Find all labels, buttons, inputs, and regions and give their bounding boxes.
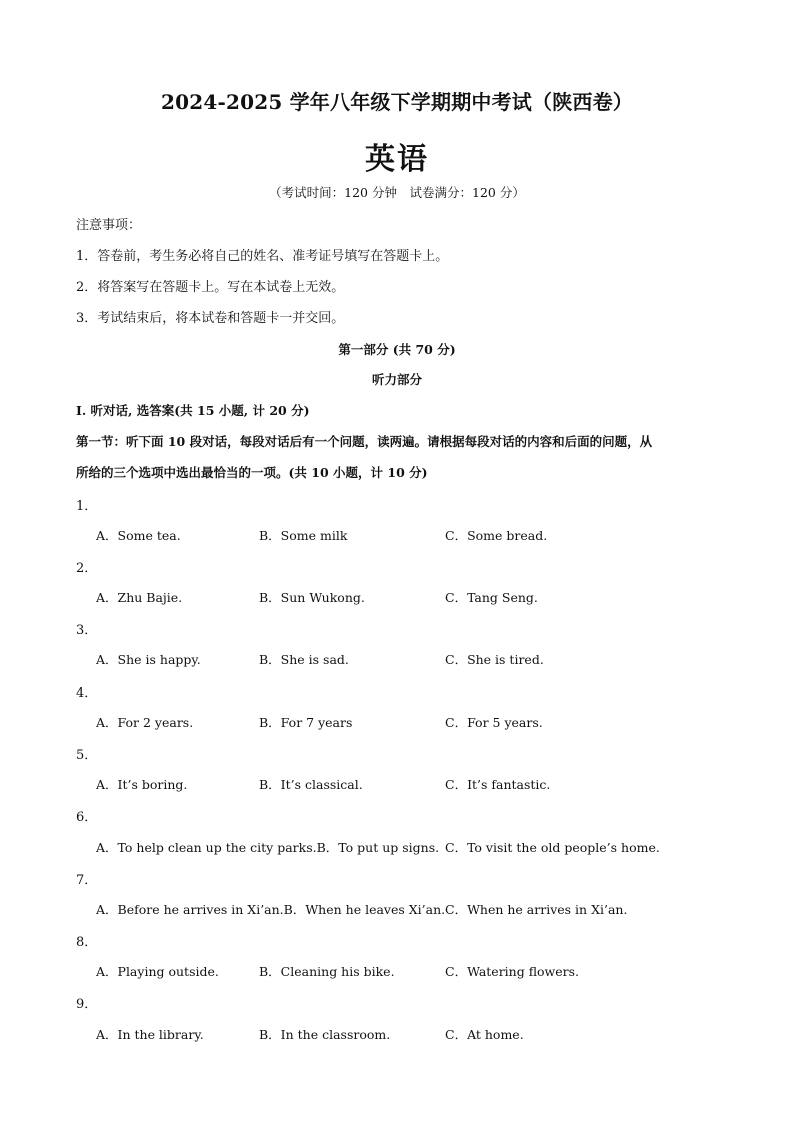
option-a: A．It’s boring. [96,777,188,792]
question-number: 3． [76,623,98,638]
question-number: 4． [76,686,98,701]
option-c: C．At home. [445,1027,524,1042]
option-c: C．When he arrives in Xi’an. [445,902,628,917]
question-number: 5． [76,748,98,763]
option-b: B．She is sad. [259,652,349,667]
section-instruction: 第一节：听下面 10 段对话，每段对话后有一个问题，读两遍。请根据每段对话的内容和后面的问题，从 [76,434,653,449]
part-title: 第一部分 (共 70 分) [338,342,456,357]
option-b: B．It’s classical. [259,777,363,792]
option-b: B．Some milk [259,528,348,543]
option-b: B．In the classroom. [259,1027,391,1042]
question-number: 9． [76,997,98,1012]
option-a: A．In the library. [96,1027,204,1042]
option-c: C．She is tired. [445,652,544,667]
option-c: C．Some bread. [445,528,548,543]
option-b: B．Cleaning his bike. [259,964,395,979]
option-a: A．Playing outside. [96,964,219,979]
note-item: 2．将答案写在答题卡上。写在本试卷上无效。 [76,280,345,295]
question-number: 2． [76,561,98,576]
notes-heading: 注意事项： [76,218,142,233]
option-a: A．For 2 years. [96,715,194,730]
option-a: A．She is happy. [96,652,201,667]
option-a: A．Some tea. [96,528,181,543]
option-b: B．Sun Wukong. [259,590,365,605]
subject-heading: 英语 [365,142,429,177]
exam-title: 2024-2025 学年八年级下学期期中考试（陕西卷） [161,90,633,114]
question-number: 8． [76,935,98,950]
option-c: C．Tang Seng. [445,590,538,605]
option-a: A．To help clean up the city parks.B．To put up signs. [96,840,440,855]
option-b: B．For 7 years [259,715,353,730]
option-c: C．For 5 years. [445,715,543,730]
option-a: A．Before he arrives in Xi’an.B．When he leaves Xi’an. [96,902,446,917]
part-subtitle: 听力部分 [371,372,422,387]
question-number: 7． [76,873,98,888]
section-instruction: 所给的三个选项中选出最恰当的一项。(共 10 小题，计 10 分) [76,465,428,480]
exam-info: （考试时间：120 分钟 试卷满分：120 分） [269,185,525,200]
section-heading: I. 听对话, 选答案(共 15 小题, 计 20 分) [76,403,310,418]
option-a: A．Zhu Bajie. [96,590,183,605]
note-item: 1．答卷前，考生务必将自己的姓名、准考证号填写在答题卡上。 [76,249,449,264]
option-c: C．To visit the old people’s home. [445,840,660,855]
option-c: C．It’s fantastic. [445,777,551,792]
option-c: C．Watering flowers. [445,964,580,979]
note-item: 3．考试结束后，将本试卷和答题卡一并交回。 [76,311,345,326]
question-number: 6． [76,810,98,825]
question-number: 1． [76,499,98,514]
